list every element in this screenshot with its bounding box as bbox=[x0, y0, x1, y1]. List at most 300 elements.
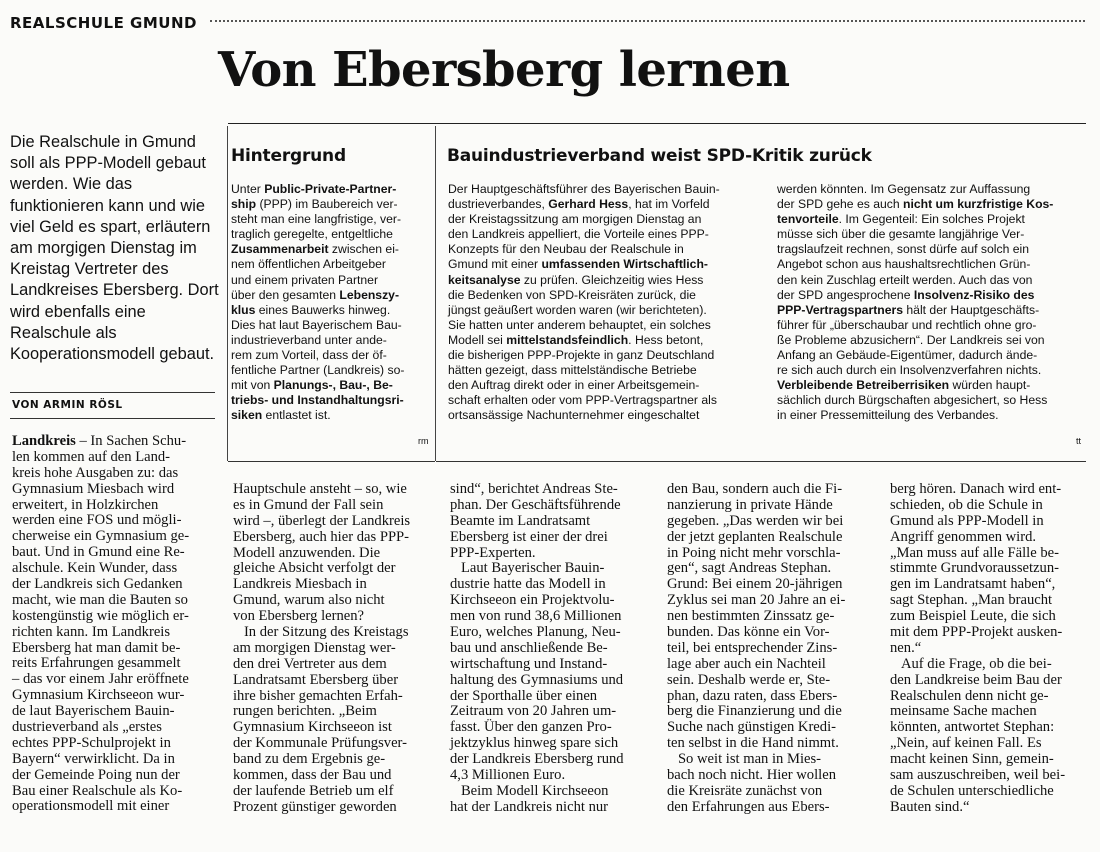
text-line bbox=[448, 318, 720, 333]
text-line bbox=[450, 784, 624, 800]
text-run: Gmund, warum also nicht bbox=[233, 592, 385, 609]
text-line bbox=[450, 641, 624, 657]
text-line bbox=[233, 673, 410, 689]
text-line bbox=[777, 182, 1053, 197]
bold-run: triebs- und Instandhaltungsri- bbox=[231, 393, 404, 408]
text-run: Ebersberg hat man damit be- bbox=[12, 639, 181, 656]
text-run: de Schulen unterschiedliche bbox=[890, 782, 1054, 799]
text-run: phan. Der Geschäftsführende bbox=[450, 496, 621, 513]
text-line bbox=[12, 736, 189, 752]
text-line bbox=[667, 530, 845, 546]
text-line bbox=[890, 752, 1065, 768]
text-run: Bayern“ verwirklicht. Da in bbox=[12, 750, 175, 767]
box-hintergrund-heading: Hintergrund bbox=[231, 146, 346, 166]
box-bauindustrie-col2 bbox=[777, 182, 1053, 424]
text-line bbox=[890, 609, 1065, 625]
bold-run: Landkreis bbox=[12, 433, 76, 449]
text-run: Gmund mit einer bbox=[448, 257, 542, 272]
text-run: sagt Stephan. „Man braucht bbox=[890, 592, 1053, 609]
text-run: dustrieverband als „erstes bbox=[12, 719, 162, 736]
text-run: echtes PPP-Schulprojekt in bbox=[12, 734, 171, 751]
text-line bbox=[233, 689, 410, 705]
text-run: jüngst geäußert worden waren (wir berichteten). bbox=[448, 302, 707, 317]
text-run: wird –, überlegt der Landkreis bbox=[233, 512, 411, 529]
bold-run: Gerhard Hess bbox=[548, 197, 629, 212]
box-bauindustrie-col1 bbox=[448, 182, 720, 424]
text-line bbox=[231, 227, 404, 242]
text-line bbox=[448, 288, 720, 303]
text-line bbox=[448, 348, 720, 363]
text-line bbox=[448, 408, 720, 423]
text-run: Modell anzuwenden. Die bbox=[233, 544, 381, 561]
text-line bbox=[233, 768, 410, 784]
text-line bbox=[231, 273, 404, 288]
bold-run: keitsanalyse bbox=[448, 272, 521, 287]
text-run: richten kann. Im Landkreis bbox=[12, 623, 171, 640]
text-run: Prozent günstiger geworden bbox=[233, 798, 397, 815]
text-line bbox=[667, 498, 845, 514]
text-line bbox=[890, 530, 1065, 546]
text-run: band zu dem Ergebnis ge- bbox=[233, 751, 386, 768]
text-run: Euro, welches Planung, Neu- bbox=[450, 624, 621, 641]
text-line bbox=[777, 303, 1053, 318]
text-run: den Landkreis appelliert, die Vorteile eines PPP- bbox=[448, 227, 709, 242]
teaser-rule bbox=[10, 392, 215, 393]
text-line bbox=[890, 784, 1065, 800]
bold-run: Lebenszy- bbox=[339, 287, 400, 302]
text-run: alschule. Kein Wunder, dass bbox=[12, 560, 178, 577]
text-run: werden eine FOS und mögli- bbox=[12, 512, 182, 529]
teaser: Die Realschule in Gmund soll als PPP-Modell gebaut werden. Wie das funktionieren kann und wie viel Geld es spart, erläutern am morgigen Dienstag im Kreistag Vertreter des Landkreises Ebersberg. Dort wird ebenfalls eine Realschule als Kooperationsmodell gebaut. bbox=[10, 133, 219, 364]
text-line bbox=[667, 800, 845, 816]
text-line bbox=[890, 657, 1065, 673]
text-run: Beamte im Landratsamt bbox=[450, 512, 591, 529]
text-line bbox=[12, 482, 189, 498]
bold-run: ship bbox=[231, 197, 257, 212]
text-line bbox=[233, 609, 410, 625]
text-line bbox=[890, 498, 1065, 514]
headline: Von Ebersberg lernen bbox=[218, 42, 790, 98]
text-line bbox=[667, 609, 845, 625]
text-line bbox=[12, 799, 189, 815]
text-run: führer für „überschaubar und rechtlich ohne gro- bbox=[777, 317, 1037, 332]
text-line bbox=[12, 577, 189, 593]
text-run: wirtschaftung und Instand- bbox=[450, 655, 608, 672]
text-line bbox=[233, 784, 410, 800]
text-line bbox=[890, 704, 1065, 720]
text-run: den Auftrag direkt oder in einer Arbeitsgemein- bbox=[448, 378, 700, 393]
text-line bbox=[890, 577, 1065, 593]
text-run: operationsmodell mit einer bbox=[12, 798, 170, 815]
text-run: Bau einer Realschule als Ko- bbox=[12, 782, 183, 799]
text-run: Kirchseeon ein Projektvolu- bbox=[450, 592, 615, 609]
text-line bbox=[667, 593, 845, 609]
text-line bbox=[667, 561, 845, 577]
text-line bbox=[777, 363, 1053, 378]
text-line bbox=[450, 625, 624, 641]
text-run: sam auszuschreiben, weil bei- bbox=[890, 767, 1066, 784]
text-line bbox=[667, 768, 845, 784]
text-run: Gmund als PPP-Modell in bbox=[890, 512, 1044, 529]
text-run: gleiche Absicht verfolgt der bbox=[233, 560, 396, 577]
text-run: erweitert, in Holzkirchen bbox=[12, 496, 159, 513]
bold-run: Insolvenz-Risiko des bbox=[913, 287, 1035, 302]
text-run: traglich geregelte, entgeltliche bbox=[231, 227, 393, 242]
text-run: Landratsamt Ebersberg über bbox=[233, 671, 399, 688]
text-run: men von rund 38,6 Millionen bbox=[450, 608, 622, 625]
box-hintergrund-text bbox=[231, 182, 404, 424]
text-run: der laufende Betrieb um elf bbox=[233, 782, 394, 799]
text-line bbox=[448, 393, 720, 408]
text-run: Ebersberg ist einer der drei bbox=[450, 528, 608, 545]
text-line bbox=[231, 348, 404, 363]
text-run: Beim Modell Kirchseeon bbox=[450, 782, 609, 799]
text-line bbox=[12, 498, 189, 514]
text-line bbox=[450, 720, 624, 736]
text-line bbox=[231, 363, 404, 378]
text-line bbox=[448, 182, 720, 197]
text-run: cherweise ein Gymnasium ge- bbox=[12, 528, 190, 545]
text-run: die bisherigen PPP-Projekte in ganz Deutschland bbox=[448, 348, 715, 363]
text-run: Anfang an Gebäude-Eigentümer, dadurch ände- bbox=[777, 348, 1038, 363]
text-run: Sie hatten unter anderem behauptet, ein solches bbox=[448, 317, 711, 332]
text-run: sächlich durch Bürgschaften abgesichert, so Hess bbox=[777, 393, 1048, 408]
text-run: zwischen ei- bbox=[328, 242, 399, 257]
text-run: der jetzt geplanten Realschule bbox=[667, 528, 843, 545]
text-run: So weit ist man in Mies- bbox=[667, 751, 822, 768]
text-run: würden haupt- bbox=[949, 378, 1031, 393]
text-line bbox=[890, 768, 1065, 784]
text-run: „Nein, auf keinen Fall. Es bbox=[890, 735, 1042, 752]
text-line bbox=[233, 752, 410, 768]
text-line bbox=[777, 288, 1053, 303]
text-line bbox=[667, 704, 845, 720]
text-run: hätten gezeigt, dass mittelständische Betriebe bbox=[448, 363, 697, 378]
byline-rule bbox=[10, 418, 215, 419]
text-line bbox=[667, 657, 845, 673]
text-line bbox=[890, 593, 1065, 609]
text-line bbox=[233, 593, 410, 609]
text-run: rem zum Vorteil, dass der öf- bbox=[231, 348, 387, 363]
text-line bbox=[233, 720, 410, 736]
text-run: ße Probleme abzusichern“. Der Landkreis sei von bbox=[777, 332, 1045, 347]
text-line bbox=[12, 593, 189, 609]
text-line bbox=[12, 720, 189, 736]
text-line bbox=[667, 784, 845, 800]
text-run: gen im Landratsamt haben“, bbox=[890, 576, 1056, 593]
text-line bbox=[450, 704, 624, 720]
bold-run: Zusammenarbeit bbox=[231, 242, 329, 257]
text-line bbox=[231, 257, 404, 272]
text-line bbox=[231, 212, 404, 227]
text-line bbox=[450, 752, 624, 768]
text-line bbox=[233, 641, 410, 657]
body-column-5 bbox=[890, 482, 1065, 816]
text-run: Realschulen denn nicht ge- bbox=[890, 687, 1049, 704]
text-run: meinsame Sache machen bbox=[890, 703, 1037, 720]
text-line bbox=[450, 673, 624, 689]
text-line bbox=[233, 546, 410, 562]
text-line bbox=[667, 577, 845, 593]
bold-run: umfassenden Wirtschaftlich- bbox=[541, 257, 708, 272]
text-line bbox=[667, 482, 845, 498]
text-run: Auf die Frage, ob die bei- bbox=[890, 655, 1052, 672]
text-line bbox=[12, 513, 189, 529]
text-run: kreis hohe Ausgaben zu: das bbox=[12, 464, 179, 481]
text-line bbox=[231, 197, 404, 212]
text-run: – In Sachen Schu- bbox=[75, 433, 187, 449]
text-run: In der Sitzung des Kreistags bbox=[233, 624, 409, 641]
text-run: kostengünstig wie möglich er- bbox=[12, 607, 189, 624]
box-hintergrund-signature: rm bbox=[418, 436, 429, 446]
text-line bbox=[231, 318, 404, 333]
text-run: in einer Pressemitteilung des Verbandes. bbox=[777, 408, 999, 423]
text-line bbox=[450, 530, 624, 546]
column-divider bbox=[227, 126, 228, 461]
bold-run: Public-Private-Partner- bbox=[264, 182, 397, 196]
text-run: Konzepts für den Neubau der Realschule in bbox=[448, 242, 684, 257]
text-run: mit von bbox=[231, 378, 274, 393]
text-run: hält der Hauptgeschäfts- bbox=[903, 302, 1040, 317]
text-line bbox=[450, 657, 624, 673]
text-line bbox=[450, 577, 624, 593]
text-run: tragslaufzeit rechnen, sonst dürfe auf solch ein bbox=[777, 242, 1030, 257]
text-line bbox=[231, 408, 404, 423]
text-line bbox=[890, 482, 1065, 498]
text-run: bach noch nicht. Hier wollen bbox=[667, 767, 836, 784]
text-line bbox=[667, 546, 845, 562]
text-run: re sich auch durch ein Insolvenzverfahren nichts. bbox=[777, 363, 1042, 378]
text-run: sind“, berichtet Andreas Ste- bbox=[450, 481, 618, 497]
text-line bbox=[233, 704, 410, 720]
text-line bbox=[450, 768, 624, 784]
text-line bbox=[231, 378, 404, 393]
kicker-dotted-rule bbox=[210, 20, 1085, 22]
text-line bbox=[450, 689, 624, 705]
text-run: ortsansässige Nachunternehmer eingeschaltet bbox=[448, 408, 700, 423]
text-line bbox=[233, 561, 410, 577]
text-line bbox=[233, 625, 410, 641]
box-bauindustrie-heading: Bauindustrieverband weist SPD-Kritik zurück bbox=[447, 146, 872, 166]
text-line bbox=[12, 625, 189, 641]
text-run: industrieverband unter ande- bbox=[231, 332, 387, 347]
text-line bbox=[233, 514, 410, 530]
text-run: schieden, ob die Schule in bbox=[890, 496, 1043, 513]
text-run: berg die Finanzierung und die bbox=[667, 703, 842, 720]
text-line bbox=[777, 348, 1053, 363]
text-line bbox=[448, 303, 720, 318]
text-line bbox=[448, 257, 720, 272]
text-run: Modell sei bbox=[448, 332, 507, 347]
text-run: stimmte Grundvoraussetzun- bbox=[890, 560, 1060, 577]
bold-run: nicht um kurzfristige Kos- bbox=[903, 197, 1054, 212]
text-line bbox=[448, 212, 720, 227]
section-kicker: REALSCHULE GMUND bbox=[10, 14, 197, 32]
text-run: Der Hauptgeschäftsführer des Bayerischen Bauin- bbox=[448, 182, 720, 196]
text-run: gegeben. „Das werden wir bei bbox=[667, 512, 844, 529]
text-line bbox=[12, 529, 189, 545]
text-line bbox=[890, 689, 1065, 705]
bold-run: Verbleibende Betreiberrisiken bbox=[777, 378, 950, 393]
bold-run: tenvorteile bbox=[777, 212, 839, 227]
bold-run: Planungs-, Bau-, Be- bbox=[273, 378, 393, 393]
text-run: Gymnasium Miesbach wird bbox=[12, 480, 175, 497]
text-run: Suche nach günstigen Kredi- bbox=[667, 719, 836, 736]
text-line bbox=[233, 482, 410, 498]
text-line bbox=[12, 768, 189, 784]
text-line bbox=[448, 273, 720, 288]
text-run: berg hören. Danach wird ent- bbox=[890, 481, 1062, 497]
text-run: Unter bbox=[231, 182, 265, 196]
text-run: nanzierung in private Hände bbox=[667, 496, 833, 513]
text-line bbox=[890, 641, 1065, 657]
text-run: 4,3 Millionen Euro. bbox=[450, 767, 566, 784]
text-run: steht man eine langfristige, ver- bbox=[231, 212, 402, 227]
text-line bbox=[448, 242, 720, 257]
text-line bbox=[231, 333, 404, 348]
text-run: fasst. Über den ganzen Pro- bbox=[450, 719, 612, 736]
text-run: werden könnten. Im Gegensatz zur Auffassung bbox=[777, 182, 1031, 196]
text-run: sein. Deshalb werde er, Ste- bbox=[667, 671, 831, 688]
text-line bbox=[667, 625, 845, 641]
text-run: zum Beispiel Leute, die sich bbox=[890, 608, 1056, 625]
text-line bbox=[12, 704, 189, 720]
text-line bbox=[12, 450, 189, 466]
body-column-3 bbox=[450, 482, 624, 816]
text-line bbox=[12, 752, 189, 768]
text-run: „Man muss auf alle Fälle be- bbox=[890, 544, 1059, 561]
text-run: den Landkreise beim Bau der bbox=[890, 671, 1062, 688]
text-run: lage aber auch ein Nachteil bbox=[667, 655, 826, 672]
text-run: der SPD angesprochene bbox=[777, 287, 914, 302]
text-line bbox=[233, 736, 410, 752]
text-line bbox=[667, 673, 845, 689]
text-run: und einem privaten Partner bbox=[231, 272, 379, 287]
text-run: über den gesamten bbox=[231, 287, 340, 302]
text-run: reits Erfahrungen gesammelt bbox=[12, 655, 181, 672]
text-run: , hat im Vorfeld bbox=[628, 197, 710, 212]
text-line bbox=[233, 530, 410, 546]
text-run: macht, wie man die Bauten so bbox=[12, 591, 188, 608]
text-line bbox=[231, 182, 404, 197]
text-line bbox=[890, 625, 1065, 641]
text-run: Laut Bayerischer Bauin- bbox=[450, 560, 605, 577]
text-line bbox=[448, 197, 720, 212]
text-line bbox=[450, 498, 624, 514]
text-line bbox=[450, 514, 624, 530]
text-line bbox=[777, 408, 1053, 423]
text-line bbox=[777, 227, 1053, 242]
text-run: schaft erhalten oder vom PPP-Vertragspartner als bbox=[448, 393, 717, 408]
text-line bbox=[777, 273, 1053, 288]
text-line bbox=[777, 333, 1053, 348]
text-run: len kommen auf den Land- bbox=[12, 448, 171, 465]
text-line bbox=[667, 514, 845, 530]
text-line bbox=[12, 545, 189, 561]
text-run: dustrieverbandes, bbox=[448, 197, 549, 212]
text-run: hat der Landkreis nicht nur bbox=[450, 798, 609, 815]
text-line bbox=[667, 736, 845, 752]
text-line bbox=[233, 800, 410, 816]
text-line bbox=[777, 378, 1053, 393]
body-column-4 bbox=[667, 482, 845, 816]
text-run: Grund: Bei einem 20-jährigen bbox=[667, 576, 843, 593]
text-run: den Bau, sondern auch die Fi- bbox=[667, 481, 843, 497]
text-line bbox=[448, 227, 720, 242]
text-run: teil, bei entsprechender Zins- bbox=[667, 639, 838, 656]
text-run: den drei Vertreter aus dem bbox=[233, 655, 387, 672]
text-run: die Bedenken von SPD-Kreisräten zurück, die bbox=[448, 287, 696, 302]
text-line bbox=[890, 720, 1065, 736]
text-run: am morgigen Dienstag wer- bbox=[233, 639, 396, 656]
text-run: in Poing nicht mehr vorschla- bbox=[667, 544, 841, 561]
text-line bbox=[233, 577, 410, 593]
text-line bbox=[777, 318, 1053, 333]
text-line bbox=[448, 363, 720, 378]
text-run: haltung des Gymnasiums und bbox=[450, 671, 624, 688]
text-run: müsse sich über die gesamte langjährige Ver- bbox=[777, 227, 1025, 242]
bold-run: PPP-Vertragspartners bbox=[777, 302, 903, 317]
text-run: der Landkreis Ebersberg rund bbox=[450, 751, 624, 768]
text-run: entlastet ist. bbox=[262, 408, 331, 423]
text-line bbox=[777, 257, 1053, 272]
text-line bbox=[12, 609, 189, 625]
text-run: Angriff genommen wird. bbox=[890, 528, 1037, 545]
text-run: mit dem PPP-Projekt ausken- bbox=[890, 624, 1063, 641]
text-run: der Kreistagssitzung am morgigen Dienstag an bbox=[448, 212, 702, 227]
text-line bbox=[233, 498, 410, 514]
text-run: phan, dazu raten, dass Ebers- bbox=[667, 687, 838, 704]
text-run: Zeitraum von 20 Jahren um- bbox=[450, 703, 617, 720]
text-line bbox=[667, 689, 845, 705]
text-run: Landkreis Miesbach in bbox=[233, 576, 367, 593]
text-run: ten selbst in die Hand nimmt. bbox=[667, 735, 839, 752]
text-run: Gymnasium Kirchseeon wur- bbox=[12, 687, 185, 704]
text-run: dustrie hatte das Modell in bbox=[450, 576, 606, 593]
text-run: nen bestimmten Zinssatz ge- bbox=[667, 608, 835, 625]
text-line bbox=[890, 514, 1065, 530]
text-line bbox=[450, 800, 624, 816]
text-line bbox=[448, 333, 720, 348]
text-line bbox=[12, 561, 189, 577]
bold-run: mittelstandsfeindlich bbox=[506, 332, 629, 347]
text-line bbox=[231, 242, 404, 257]
text-line bbox=[667, 752, 845, 768]
text-run: – das vor einem Jahr eröffnete bbox=[12, 671, 189, 688]
text-run: der Sporthalle über einen bbox=[450, 687, 598, 704]
text-run: den Erfahrungen aus Ebers- bbox=[667, 798, 830, 815]
text-line bbox=[890, 736, 1065, 752]
text-run: nen.“ bbox=[890, 639, 922, 656]
text-line bbox=[12, 466, 189, 482]
text-line bbox=[667, 720, 845, 736]
text-run: der SPD gehe es auch bbox=[777, 197, 904, 212]
text-line bbox=[777, 197, 1053, 212]
text-run: Zyklus sei man 20 Jahre an ei- bbox=[667, 592, 846, 609]
box-bauindustrie-signature: tt bbox=[1076, 436, 1082, 446]
box-bottom-rule bbox=[436, 461, 1086, 462]
text-run: bau und anschließende Be- bbox=[450, 639, 608, 656]
text-line bbox=[450, 609, 624, 625]
text-run: jektzyklus hinweg spare sich bbox=[450, 735, 619, 752]
text-line bbox=[450, 736, 624, 752]
text-line bbox=[450, 593, 624, 609]
text-run: der Gemeinde Poing nun der bbox=[12, 766, 180, 783]
text-run: Bauten sind.“ bbox=[890, 798, 970, 815]
bold-run: siken bbox=[231, 408, 263, 423]
text-run: zu prüfen. Gleichzeitig wies Hess bbox=[520, 272, 704, 287]
text-line bbox=[890, 561, 1065, 577]
